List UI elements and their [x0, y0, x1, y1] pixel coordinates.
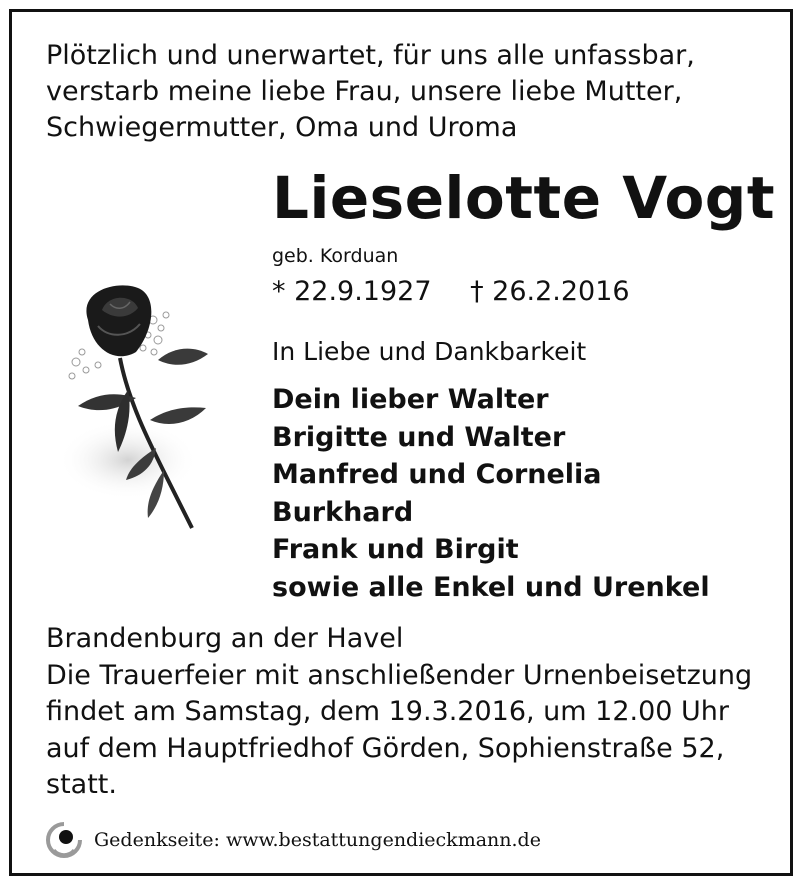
death-date: † 26.2.2016 [470, 276, 630, 307]
family-member: Burkhard [272, 496, 414, 528]
ceremony-info [46, 621, 776, 804]
family-member: sowie alle Enkel und Urenkel [272, 571, 710, 603]
family-member: Dein lieber Walter [272, 384, 549, 415]
memorial-logo-icon [44, 820, 84, 860]
rose-illustration [58, 280, 218, 540]
maiden-name: geb. Korduan [272, 245, 399, 267]
ceremony-line: Die Trauerfeier mit anschließender Urnenbeisetzung [46, 659, 753, 691]
place-name: Brandenburg an der Havel [46, 623, 404, 654]
ceremony-line: auf dem Hauptfriedhof Görden, Sophienstraße 52, [46, 732, 725, 764]
intro-line: Plötzlich und unerwartet, für uns alle unfassbar, [46, 40, 695, 71]
intro-text [46, 38, 766, 146]
intro-line: Schwiegermutter, Oma und Uroma [46, 112, 518, 143]
ceremony-line: statt. [46, 769, 117, 800]
family-member: Brigitte und Walter [272, 421, 566, 453]
thanks-line: In Liebe und Dankbarkeit [272, 337, 587, 366]
life-dates [272, 276, 630, 307]
memorial-page-link[interactable]: Gedenkseite: www.bestattungendieckmann.de [94, 829, 541, 851]
birth-date: * 22.9.1927 [272, 276, 432, 307]
family-list [272, 381, 710, 606]
deceased-name: Lieselotte Vogt [272, 164, 776, 232]
intro-line: verstarb meine liebe Frau, unsere liebe Mutter, [46, 76, 683, 107]
ceremony-line: findet am Samstag, dem 19.3.2016, um 12.00 Uhr [46, 696, 730, 727]
footer [44, 820, 541, 860]
family-member: Manfred und Cornelia [272, 459, 602, 490]
family-member: Frank und Birgit [272, 534, 519, 565]
